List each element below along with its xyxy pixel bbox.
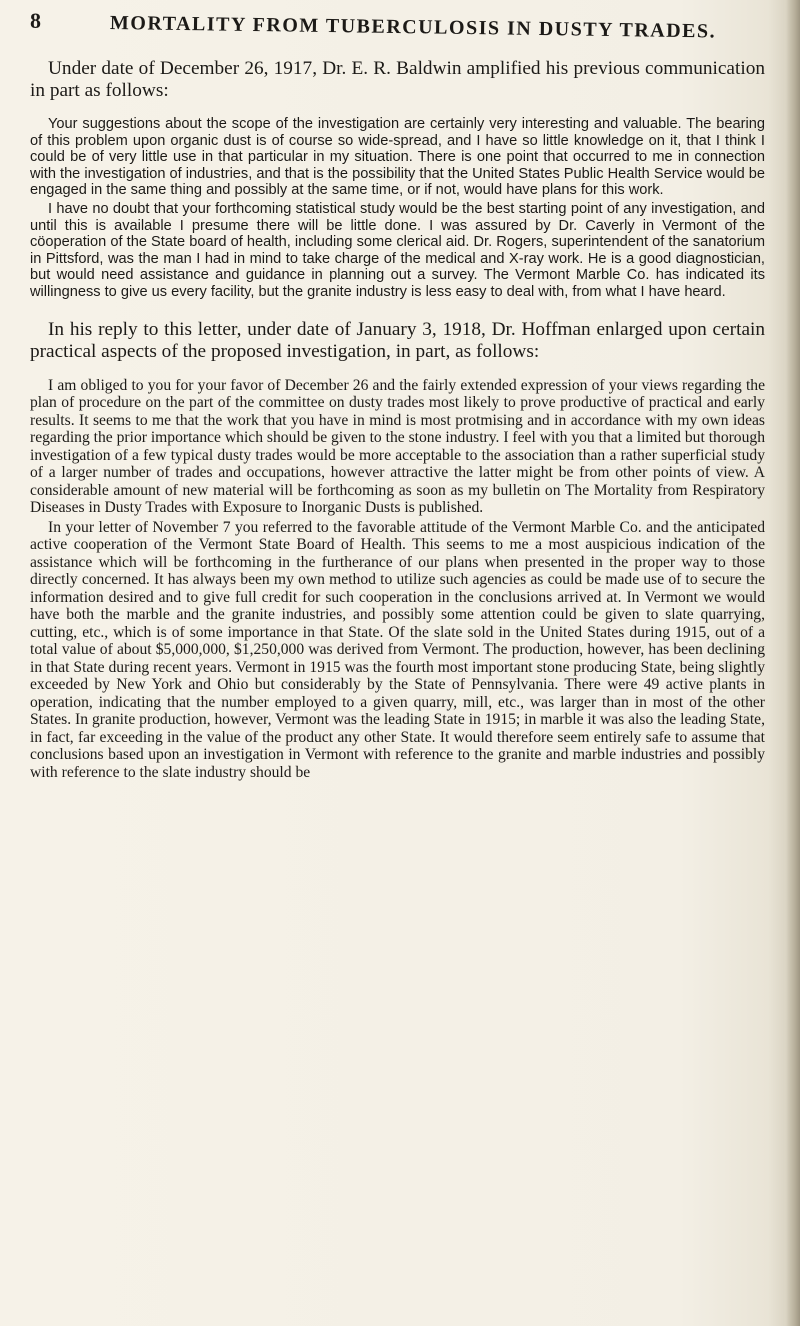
page-number: 8 (30, 8, 41, 33)
running-head: MORTALITY FROM TUBERCULOSIS IN DUSTY TRADES. (109, 12, 717, 43)
baldwin-quote-paragraph-2: I have no doubt that your forthcoming statistical study would be the best starting point of any investigation, and until this is available I presume there will be little done. I was assured by Dr. Caverly in Vermont of the cöoperation of the State board of health, including some clerical aid. Dr. Rogers, superintendent of the sanatorium in Pittsford, was the man I had in mind to take charge of the medical and X-ray work. He is a good diagnostician, but would need assistance and guidance in planning out a survey. The Vermont Marble Co. has indicated its willingness to give us every facility, but the granite industry is less easy to deal with, from what I have heard. (30, 200, 765, 300)
page-edge-shadow (786, 0, 800, 1326)
page-body (30, 58, 765, 781)
intro-paragraph-hoffman: In his reply to this letter, under date of January 3, 1918, Dr. Hoffman enlarged upon certain practical aspects of the proposed investigation, in part, as follows: (30, 318, 765, 362)
page-header (22, 8, 782, 43)
intro-paragraph-baldwin: Under date of December 26, 1917, Dr. E. R. Baldwin amplified his previous communication in part as follows: (30, 58, 765, 101)
hoffman-quote-paragraph-1: I am obliged to you for your favor of December 26 and the fairly extended expression of your views regarding the plan of procedure on the part of the committee on dusty trades most likely to prove productive of practical and early results. It seems to me that the work that you have in mind is most protmising and in accordance with my own ideas regarding the prior importance which should be given to the stone industry. I feel with you that a limited but thorough investigation of a few typical dusty trades would be more acceptable to the association than a rather superficial study of a larger number of trades and occupations, however attractive the latter might be from other points of view. A considerable amount of new material will be forthcoming as soon as my bulletin on The Mortality from Respiratory Diseases in Dusty Trades with Exposure to Inorganic Dusts is published. (30, 376, 765, 517)
hoffman-quote-paragraph-2: In your letter of November 7 you referred to the favorable attitude of the Vermont Marble Co. and the anticipated active cooperation of the Vermont State Board of Health. This seems to me a most auspicious indication of the assistance which will be forthcoming in the furtherance of our plans when presented in the proper way to those directly concerned. It has always been my own method to utilize such agencies as could be made use of to secure the information desired and to give full credit for such cooperation in the conclusions arrived at. In Vermont we would have both the marble and the granite industries, and possibly some attention could be given to slate quarrying, cutting, etc., which is of some importance in that State. Of the slate sold in the United States during 1915, out of a total value of about $5,000,000, $1,250,000 was derived from Vermont. The production, however, has been declining in that State during recent years. Vermont in 1915 was the fourth most important stone producing State, being slightly exceeded by New York and Ohio but considerably by the State of Pennsylvania. There were 49 active plants in operation, indicating that the number employed to a given quarry, mill, etc., was larger than in most of the other States. In granite production, however, Vermont was the leading State in 1915; in marble it was also the leading State, in fact, far exceeding in the value of the product any other State. It would therefore seem entirely safe to assume that conclusions based upon an investigation in Vermont with reference to the granite and marble industries and possibly with reference to the slate industry should be (30, 518, 765, 781)
baldwin-quote-paragraph-1: Your suggestions about the scope of the investigation are certainly very interesting and valuable. The bearing of this problem upon organic dust is of course so wide-spread, and I have so little knowledge on it, that I think I could be of very little use in that particular in my situation. There is one point that occurred to me in connection with the investigation of industries, and that is the possibility that the United States Public Health Service would be engaged in the same thing and possibly at the same time, or if not, would have plans for this work. (30, 116, 765, 199)
